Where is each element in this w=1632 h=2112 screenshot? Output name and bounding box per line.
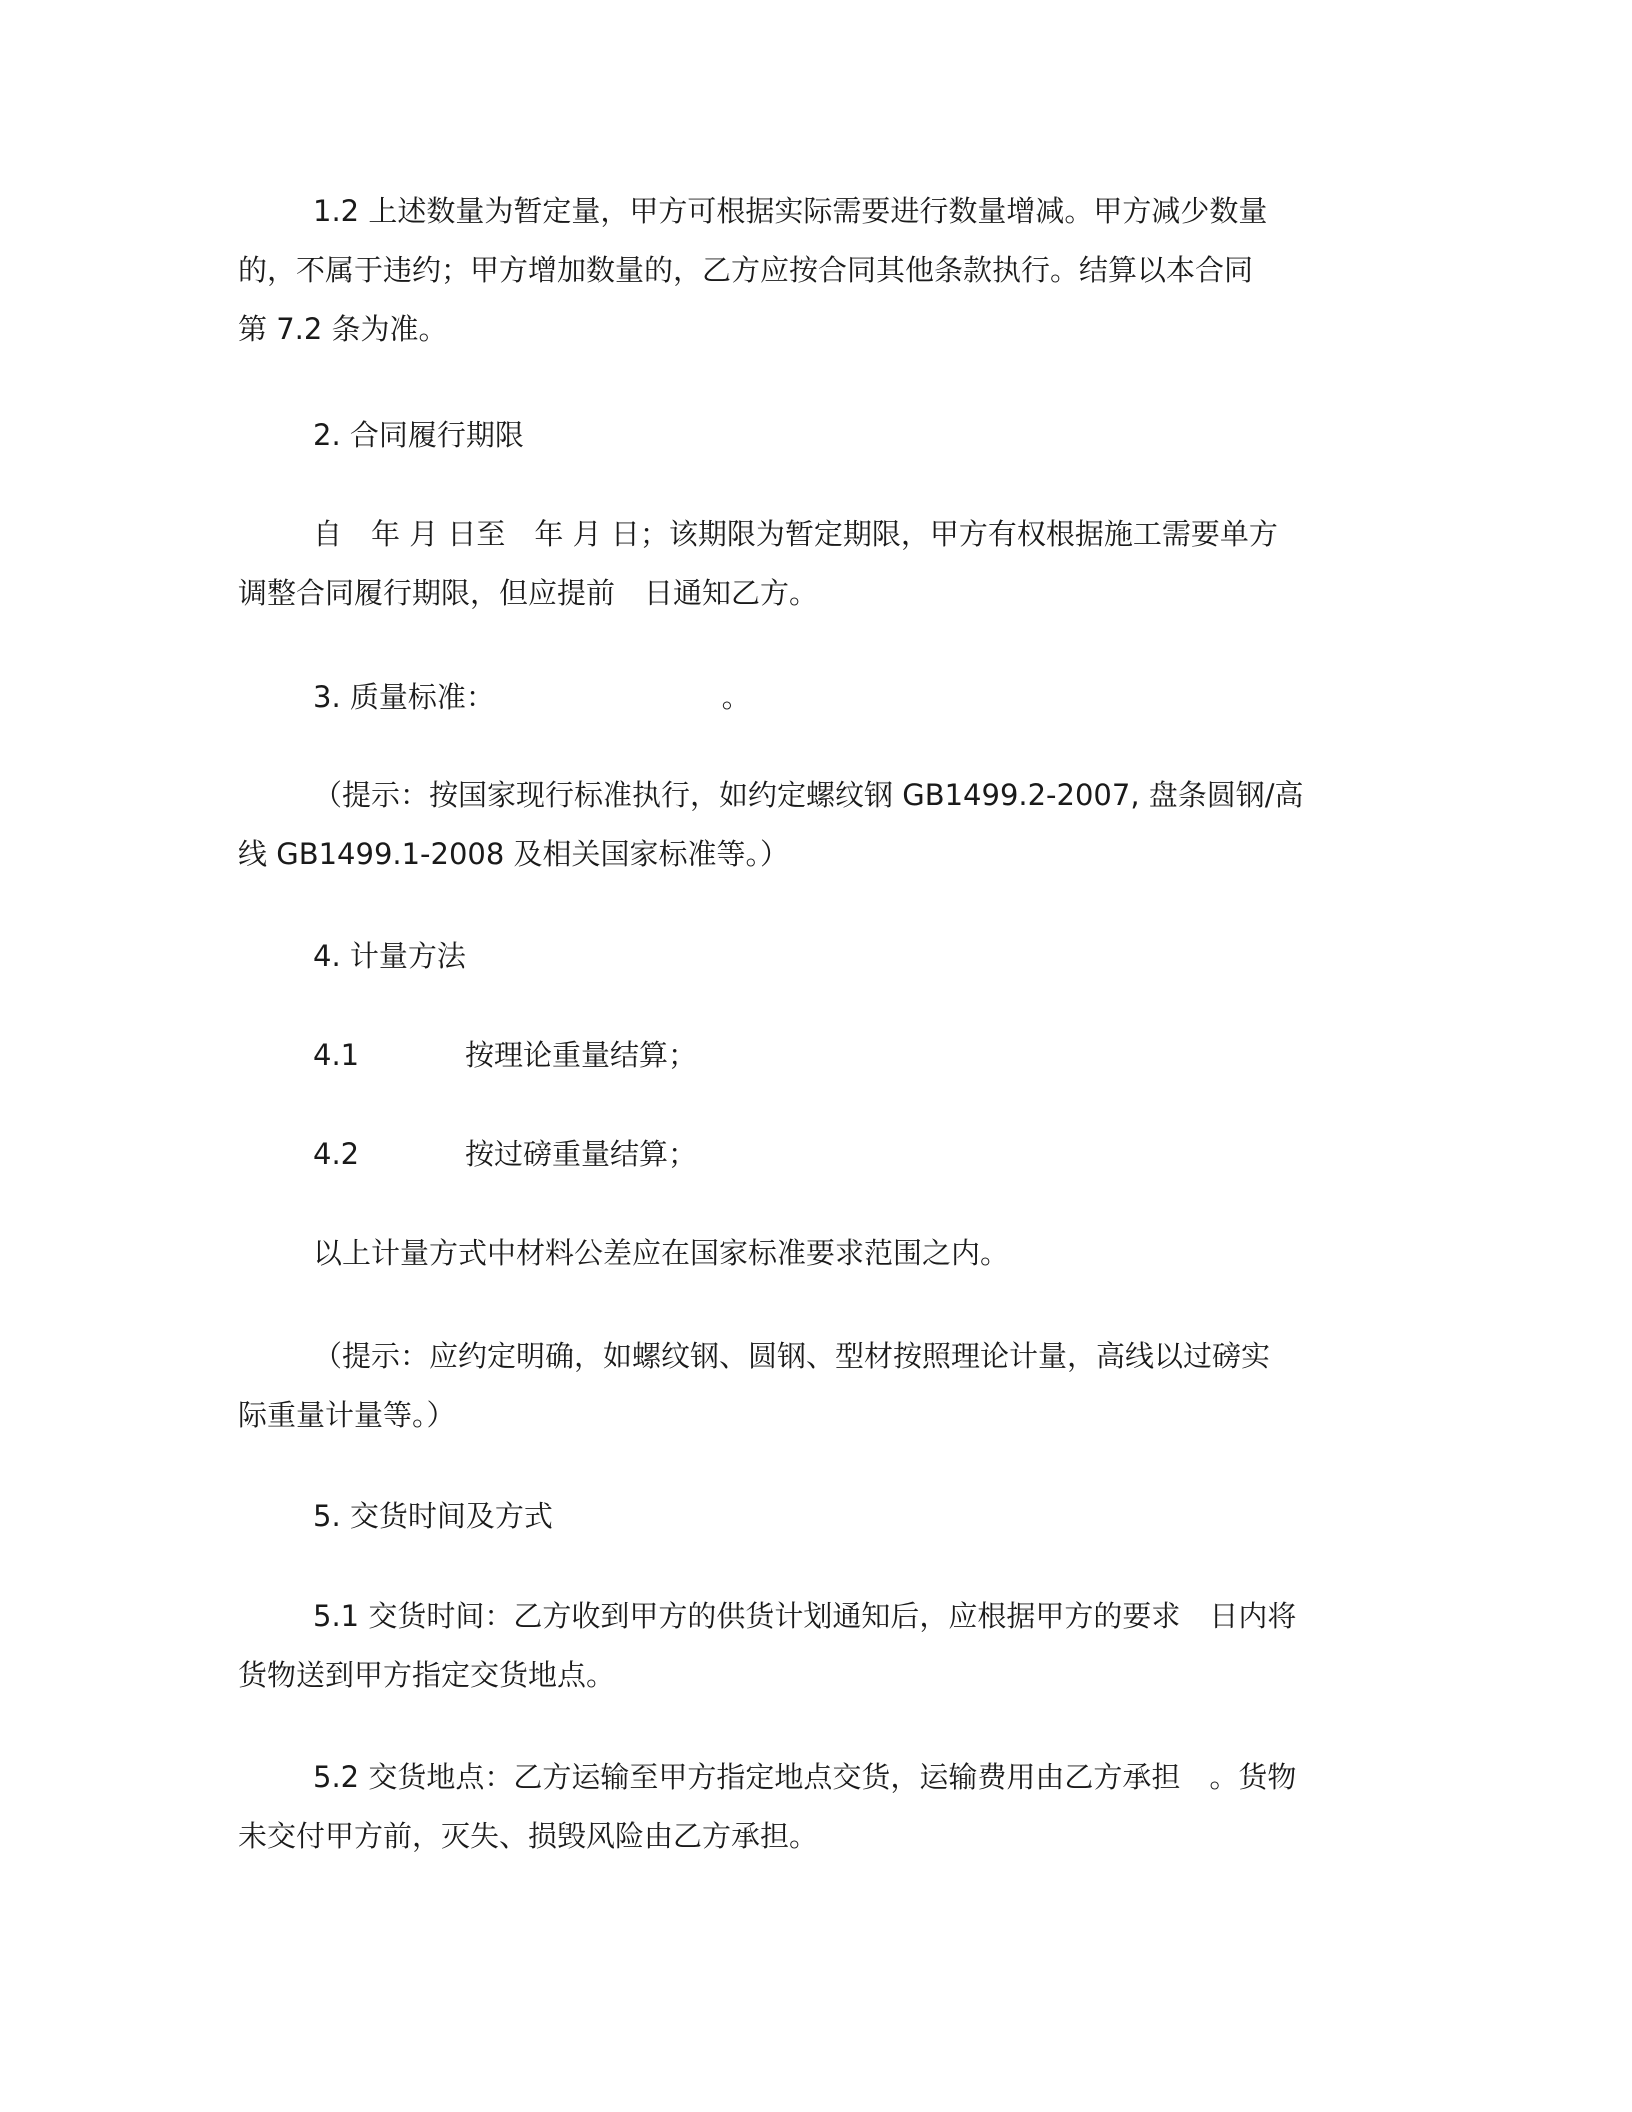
clause-4-heading — [238, 927, 1388, 986]
hint-line: 际重量计量等。） — [238, 1398, 456, 1432]
paragraph-line: 5.2 交货地点：乙方运输至甲方指定地点交货，运输费用由乙方承担 。货物 — [313, 1760, 1297, 1794]
clause-4-1 — [238, 1026, 1388, 1085]
clause-4-2 — [238, 1125, 1388, 1184]
hint-line: 线 GB1499.1-2008 及相关国家标准等。） — [238, 837, 790, 871]
section-heading: 2. 合同履行期限 — [313, 418, 524, 452]
paragraph-line: 1.2 上述数量为暂定量，甲方可根据实际需要进行数量增减。甲方减少数量 — [313, 194, 1268, 228]
clause-1-2-paragraph — [238, 182, 1388, 359]
hint-line: （提示：应约定明确，如螺纹钢、圆钢、型材按照理论计量，高线以过磅实 — [313, 1339, 1271, 1373]
section-heading: 4. 计量方法 — [313, 939, 466, 973]
paragraph-line: 货物送到甲方指定交货地点。 — [238, 1658, 616, 1692]
paragraph-line: 以上计量方式中材料公差应在国家标准要求范围之内。 — [313, 1236, 1010, 1270]
clause-number: 4.1 — [313, 1038, 360, 1072]
paragraph-line: 未交付甲方前，灭失、损毁风险由乙方承担。 — [238, 1819, 819, 1853]
section-heading: 3. 质量标准： 。 — [313, 680, 751, 714]
paragraph-line: 调整合同履行期限，但应提前 日通知乙方。 — [238, 576, 819, 610]
clause-5-1 — [238, 1587, 1388, 1705]
clause-2-heading — [238, 406, 1388, 465]
clause-3-hint — [238, 766, 1388, 884]
clause-2-body — [238, 505, 1388, 623]
clause-text: 按过磅重量结算； — [465, 1137, 698, 1171]
clause-4-hint — [238, 1327, 1388, 1445]
clause-text: 按理论重量结算； — [465, 1038, 698, 1072]
section-heading: 5. 交货时间及方式 — [313, 1499, 553, 1533]
paragraph-line: 5.1 交货时间：乙方收到甲方的供货计划通知后，应根据甲方的要求 日内将 — [313, 1599, 1297, 1633]
paragraph-line: 自 年 月 日至 年 月 日；该期限为暂定期限，甲方有权根据施工需要单方 — [313, 517, 1278, 551]
clause-4-note — [238, 1224, 1388, 1283]
clause-5-heading — [238, 1487, 1388, 1546]
paragraph-line: 第 7.2 条为准。 — [238, 312, 448, 346]
clause-3-heading — [238, 668, 1388, 727]
clause-number: 4.2 — [313, 1137, 360, 1171]
clause-5-2 — [238, 1748, 1388, 1866]
paragraph-line: 的，不属于违约；甲方增加数量的，乙方应按合同其他条款执行。结算以本合同 — [238, 253, 1254, 287]
hint-line: （提示：按国家现行标准执行，如约定螺纹钢 GB1499.2-2007, 盘条圆钢/高 — [313, 778, 1304, 812]
